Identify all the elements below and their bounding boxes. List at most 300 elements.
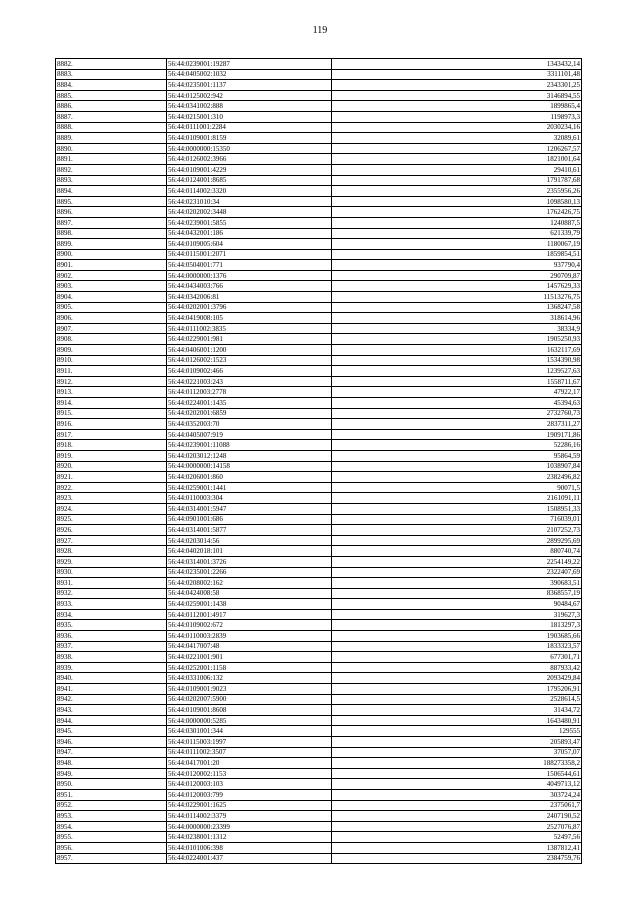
table-row <box>56 842 582 853</box>
table-row <box>56 556 582 567</box>
row-number-cell: 8953. <box>56 811 167 822</box>
table-row <box>56 821 582 832</box>
cadastral-value-cell: 31434,72 <box>332 705 582 716</box>
table-row <box>56 366 582 377</box>
cadastral-number-cell: 56:44:0239001:11088 <box>167 440 332 451</box>
row-number-cell: 8939. <box>56 662 167 673</box>
row-number-cell: 8883. <box>56 69 167 80</box>
cadastral-number-cell: 56:44:0000000:15350 <box>167 143 332 154</box>
cadastral-value-cell: 47922,17 <box>332 387 582 398</box>
row-number-cell: 8909. <box>56 345 167 356</box>
cadastral-value-cell: 937790,4 <box>332 260 582 271</box>
table-row <box>56 175 582 186</box>
cadastral-number-cell: 56:44:0238001:1312 <box>167 832 332 843</box>
table-row <box>56 832 582 843</box>
row-number-cell: 8952. <box>56 800 167 811</box>
cadastral-value-table <box>55 58 582 864</box>
cadastral-number-cell: 56:44:0111002:3835 <box>167 323 332 334</box>
row-number-cell: 8949. <box>56 768 167 779</box>
cadastral-value-cell: 2322407,69 <box>332 567 582 578</box>
row-number-cell: 8912. <box>56 376 167 387</box>
table-row <box>56 249 582 260</box>
cadastral-value-cell: 2343301,25 <box>332 80 582 91</box>
cadastral-number-cell: 56:44:0120003:103 <box>167 779 332 790</box>
row-number-cell: 8948. <box>56 758 167 769</box>
table-row <box>56 355 582 366</box>
table-row <box>56 450 582 461</box>
cadastral-number-cell: 56:44:0000000:5285 <box>167 715 332 726</box>
row-number-cell: 8924. <box>56 503 167 514</box>
row-number-cell: 8906. <box>56 313 167 324</box>
cadastral-number-cell: 56:44:0124001:8685 <box>167 175 332 186</box>
table-row <box>56 440 582 451</box>
cadastral-value-cell: 2384759,76 <box>332 853 582 864</box>
table-row <box>56 599 582 610</box>
table-row <box>56 429 582 440</box>
cadastral-value-cell: 390683,51 <box>332 578 582 589</box>
cadastral-value-cell: 2030234,16 <box>332 122 582 133</box>
table-row <box>56 641 582 652</box>
cadastral-value-cell: 90071,5 <box>332 482 582 493</box>
cadastral-value-cell: 621339,79 <box>332 228 582 239</box>
cadastral-number-cell: 56:44:0109005:604 <box>167 239 332 250</box>
row-number-cell: 8934. <box>56 609 167 620</box>
cadastral-number-cell: 56:44:0432001:186 <box>167 228 332 239</box>
cadastral-value-cell: 2254149,22 <box>332 556 582 567</box>
cadastral-number-cell: 56:44:0434003:766 <box>167 281 332 292</box>
cadastral-value-cell: 716039,01 <box>332 514 582 525</box>
row-number-cell: 8938. <box>56 652 167 663</box>
cadastral-number-cell: 56:44:0202002:3448 <box>167 207 332 218</box>
cadastral-value-cell: 3146894,55 <box>332 90 582 101</box>
row-number-cell: 8897. <box>56 217 167 228</box>
row-number-cell: 8896. <box>56 207 167 218</box>
table-row <box>56 154 582 165</box>
cadastral-number-cell: 56:44:0252001:1158 <box>167 662 332 673</box>
cadastral-number-cell: 56:44:0202001:6859 <box>167 408 332 419</box>
table-row <box>56 503 582 514</box>
cadastral-number-cell: 56:44:0109002:672 <box>167 620 332 631</box>
cadastral-number-cell: 56:44:0202001:3796 <box>167 302 332 313</box>
cadastral-number-cell: 56:44:0331006:132 <box>167 673 332 684</box>
table-row <box>56 620 582 631</box>
row-number-cell: 8915. <box>56 408 167 419</box>
cadastral-number-cell: 56:44:0000000:23399 <box>167 821 332 832</box>
cadastral-value-cell: 52286,16 <box>332 440 582 451</box>
table-row <box>56 122 582 133</box>
cadastral-value-cell: 2382496,82 <box>332 472 582 483</box>
cadastral-value-cell: 38334,9 <box>332 323 582 334</box>
cadastral-number-cell: 56:44:0424008:58 <box>167 588 332 599</box>
cadastral-value-cell: 2899295,69 <box>332 535 582 546</box>
cadastral-value-cell: 2093429,84 <box>332 673 582 684</box>
cadastral-value-cell: 2407190,52 <box>332 811 582 822</box>
row-number-cell: 8889. <box>56 133 167 144</box>
table-row <box>56 143 582 154</box>
row-number-cell: 8945. <box>56 726 167 737</box>
table-row <box>56 345 582 356</box>
table-row <box>56 514 582 525</box>
row-number-cell: 8902. <box>56 270 167 281</box>
table-row <box>56 101 582 112</box>
row-number-cell: 8899. <box>56 239 167 250</box>
table-row <box>56 133 582 144</box>
cadastral-number-cell: 56:44:0101006:398 <box>167 842 332 853</box>
row-number-cell: 8935. <box>56 620 167 631</box>
cadastral-number-cell: 56:44:0203014:56 <box>167 535 332 546</box>
cadastral-value-cell: 1198973,3 <box>332 111 582 122</box>
row-number-cell: 8917. <box>56 429 167 440</box>
cadastral-number-cell: 56:44:0314001:5947 <box>167 503 332 514</box>
cadastral-number-cell: 56:44:0109001:9023 <box>167 684 332 695</box>
row-number-cell: 8947. <box>56 747 167 758</box>
row-number-cell: 8904. <box>56 292 167 303</box>
row-number-cell: 8925. <box>56 514 167 525</box>
row-number-cell: 8886. <box>56 101 167 112</box>
row-number-cell: 8927. <box>56 535 167 546</box>
cadastral-number-cell: 56:44:0109001:8608 <box>167 705 332 716</box>
row-number-cell: 8926. <box>56 525 167 536</box>
row-number-cell: 8941. <box>56 684 167 695</box>
row-number-cell: 8898. <box>56 228 167 239</box>
cadastral-value-cell: 2161091,11 <box>332 493 582 504</box>
cadastral-number-cell: 56:44:0215001:310 <box>167 111 332 122</box>
cadastral-number-cell: 56:44:0406001:1200 <box>167 345 332 356</box>
table-row <box>56 387 582 398</box>
cadastral-number-cell: 56:44:0126002:3966 <box>167 154 332 165</box>
table-row <box>56 726 582 737</box>
cadastral-value-cell: 2528614,5 <box>332 694 582 705</box>
cadastral-number-cell: 56:44:0000000:1376 <box>167 270 332 281</box>
row-number-cell: 8940. <box>56 673 167 684</box>
cadastral-value-cell: 1038907,84 <box>332 461 582 472</box>
table-row <box>56 705 582 716</box>
cadastral-value-cell: 205893,47 <box>332 737 582 748</box>
table-row <box>56 334 582 345</box>
cadastral-number-cell: 56:44:0504001:771 <box>167 260 332 271</box>
table-row <box>56 737 582 748</box>
row-number-cell: 8920. <box>56 461 167 472</box>
row-number-cell: 8954. <box>56 821 167 832</box>
cadastral-value-cell: 1632117,69 <box>332 345 582 356</box>
table-row <box>56 292 582 303</box>
table-row <box>56 609 582 620</box>
row-number-cell: 8882. <box>56 59 167 70</box>
row-number-cell: 8923. <box>56 493 167 504</box>
cadastral-number-cell: 56:44:0259001:1438 <box>167 599 332 610</box>
cadastral-value-cell: 37057,07 <box>332 747 582 758</box>
row-number-cell: 8913. <box>56 387 167 398</box>
row-number-cell: 8942. <box>56 694 167 705</box>
cadastral-value-cell: 677301,71 <box>332 652 582 663</box>
table-body <box>56 59 582 864</box>
row-number-cell: 8891. <box>56 154 167 165</box>
cadastral-value-cell: 1240887,5 <box>332 217 582 228</box>
cadastral-value-cell: 319627,3 <box>332 609 582 620</box>
cadastral-value-cell: 52497,56 <box>332 832 582 843</box>
cadastral-number-cell: 56:44:0224001:437 <box>167 853 332 864</box>
cadastral-value-cell: 4049713,12 <box>332 779 582 790</box>
cadastral-value-cell: 1643480,91 <box>332 715 582 726</box>
cadastral-number-cell: 56:44:0417007:48 <box>167 641 332 652</box>
cadastral-value-cell: 1903685,66 <box>332 631 582 642</box>
row-number-cell: 8929. <box>56 556 167 567</box>
page-number: 119 <box>312 25 328 36</box>
cadastral-number-cell: 56:44:0235001:1137 <box>167 80 332 91</box>
cadastral-value-cell: 45394,63 <box>332 398 582 409</box>
table-row <box>56 217 582 228</box>
cadastral-value-cell: 1791787,68 <box>332 175 582 186</box>
cadastral-value-cell: 1558711,67 <box>332 376 582 387</box>
row-number-cell: 8895. <box>56 196 167 207</box>
row-number-cell: 8916. <box>56 419 167 430</box>
cadastral-value-cell: 1457629,33 <box>332 281 582 292</box>
table-row <box>56 164 582 175</box>
table-row <box>56 323 582 334</box>
row-number-cell: 8910. <box>56 355 167 366</box>
row-number-cell: 8911. <box>56 366 167 377</box>
cadastral-number-cell: 56:44:0126002:1523 <box>167 355 332 366</box>
cadastral-value-cell: 318614,96 <box>332 313 582 324</box>
row-number-cell: 8885. <box>56 90 167 101</box>
table-row <box>56 715 582 726</box>
cadastral-number-cell: 56:44:0231010:34 <box>167 196 332 207</box>
row-number-cell: 8884. <box>56 80 167 91</box>
table-row <box>56 747 582 758</box>
row-number-cell: 8914. <box>56 398 167 409</box>
cadastral-value-cell: 1180067,19 <box>332 239 582 250</box>
cadastral-value-cell: 3311101,48 <box>332 69 582 80</box>
row-number-cell: 8932. <box>56 588 167 599</box>
table-row <box>56 758 582 769</box>
row-number-cell: 8892. <box>56 164 167 175</box>
cadastral-value-cell: 1508951,33 <box>332 503 582 514</box>
cadastral-value-cell: 880740,74 <box>332 546 582 557</box>
table-row <box>56 270 582 281</box>
cadastral-number-cell: 56:44:0229001:1625 <box>167 800 332 811</box>
cadastral-value-cell: 90484,67 <box>332 599 582 610</box>
cadastral-value-cell: 1905250,93 <box>332 334 582 345</box>
cadastral-number-cell: 56:44:0111001:2284 <box>167 122 332 133</box>
row-number-cell: 8944. <box>56 715 167 726</box>
cadastral-value-cell: 1821001,64 <box>332 154 582 165</box>
table-row <box>56 525 582 536</box>
cadastral-value-cell: 1206267,57 <box>332 143 582 154</box>
table-row <box>56 398 582 409</box>
cadastral-value-cell: 95864,59 <box>332 450 582 461</box>
row-number-cell: 8928. <box>56 546 167 557</box>
row-number-cell: 8887. <box>56 111 167 122</box>
table-row <box>56 376 582 387</box>
cadastral-number-cell: 56:44:0221003:243 <box>167 376 332 387</box>
cadastral-number-cell: 56:44:0235001:2266 <box>167 567 332 578</box>
table-row <box>56 673 582 684</box>
cadastral-value-cell: 129555 <box>332 726 582 737</box>
cadastral-number-cell: 56:44:0112003:2778 <box>167 387 332 398</box>
row-number-cell: 8957. <box>56 853 167 864</box>
row-number-cell: 8894. <box>56 186 167 197</box>
cadastral-value-cell: 1098580,13 <box>332 196 582 207</box>
table-row <box>56 789 582 800</box>
row-number-cell: 8943. <box>56 705 167 716</box>
row-number-cell: 8903. <box>56 281 167 292</box>
cadastral-number-cell: 56:44:0110003:2839 <box>167 631 332 642</box>
table-row <box>56 694 582 705</box>
table-row <box>56 302 582 313</box>
cadastral-number-cell: 56:44:0405007:919 <box>167 429 332 440</box>
cadastral-number-cell: 56:44:0120003:799 <box>167 789 332 800</box>
cadastral-value-cell: 290709,87 <box>332 270 582 281</box>
table-row <box>56 578 582 589</box>
table-row <box>56 493 582 504</box>
cadastral-number-cell: 56:44:0239001:5855 <box>167 217 332 228</box>
cadastral-number-cell: 56:44:0314001:5877 <box>167 525 332 536</box>
cadastral-number-cell: 56:44:0109002:466 <box>167 366 332 377</box>
cadastral-number-cell: 56:44:0405002:1032 <box>167 69 332 80</box>
cadastral-number-cell: 56:44:0115003:1997 <box>167 737 332 748</box>
table-row <box>56 111 582 122</box>
cadastral-number-cell: 56:44:0111002:3507 <box>167 747 332 758</box>
cadastral-value-cell: 1534390,98 <box>332 355 582 366</box>
table-row <box>56 768 582 779</box>
row-number-cell: 8956. <box>56 842 167 853</box>
row-number-cell: 8900. <box>56 249 167 260</box>
cadastral-number-cell: 56:44:0342006:81 <box>167 292 332 303</box>
cadastral-number-cell: 56:44:0402018:101 <box>167 546 332 557</box>
cadastral-number-cell: 56:44:0417001:20 <box>167 758 332 769</box>
cadastral-number-cell: 56:44:0120002:1153 <box>167 768 332 779</box>
cadastral-value-cell: 2107252,73 <box>332 525 582 536</box>
cadastral-value-cell: 1859854,51 <box>332 249 582 260</box>
row-number-cell: 8950. <box>56 779 167 790</box>
table-row <box>56 239 582 250</box>
table-row <box>56 90 582 101</box>
table-row <box>56 281 582 292</box>
cadastral-number-cell: 56:44:0301001:344 <box>167 726 332 737</box>
row-number-cell: 8901. <box>56 260 167 271</box>
table-row <box>56 461 582 472</box>
table-row <box>56 684 582 695</box>
row-number-cell: 8888. <box>56 122 167 133</box>
row-number-cell: 8931. <box>56 578 167 589</box>
cadastral-value-cell: 188273358,2 <box>332 758 582 769</box>
row-number-cell: 8922. <box>56 482 167 493</box>
cadastral-value-cell: 2355956,26 <box>332 186 582 197</box>
cadastral-number-cell: 56:44:0109001:4229 <box>167 164 332 175</box>
table-row <box>56 779 582 790</box>
cadastral-value-cell: 1833323,57 <box>332 641 582 652</box>
row-number-cell: 8921. <box>56 472 167 483</box>
cadastral-value-cell: 1909171,86 <box>332 429 582 440</box>
table-row <box>56 800 582 811</box>
cadastral-number-cell: 56:44:0115001:2071 <box>167 249 332 260</box>
cadastral-number-cell: 56:44:0259001:1441 <box>167 482 332 493</box>
table-row <box>56 567 582 578</box>
table-row <box>56 588 582 599</box>
cadastral-number-cell: 56:44:0114002:3379 <box>167 811 332 822</box>
cadastral-value-cell: 32089,61 <box>332 133 582 144</box>
table-row <box>56 228 582 239</box>
table-row <box>56 546 582 557</box>
table-row <box>56 260 582 271</box>
row-number-cell: 8893. <box>56 175 167 186</box>
table-row <box>56 59 582 70</box>
cadastral-number-cell: 56:44:0239001:19287 <box>167 59 332 70</box>
row-number-cell: 8937. <box>56 641 167 652</box>
cadastral-value-cell: 2375061,7 <box>332 800 582 811</box>
cadastral-number-cell: 56:44:0112001:4917 <box>167 609 332 620</box>
row-number-cell: 8919. <box>56 450 167 461</box>
row-number-cell: 8946. <box>56 737 167 748</box>
cadastral-number-cell: 56:44:0125002:942 <box>167 90 332 101</box>
table-row <box>56 472 582 483</box>
cadastral-number-cell: 56:44:0000000:14158 <box>167 461 332 472</box>
cadastral-number-cell: 56:44:0110003:304 <box>167 493 332 504</box>
table-row <box>56 408 582 419</box>
table-row <box>56 652 582 663</box>
row-number-cell: 8951. <box>56 789 167 800</box>
cadastral-number-cell: 56:44:0419008:105 <box>167 313 332 324</box>
cadastral-value-cell: 1813297,3 <box>332 620 582 631</box>
row-number-cell: 8905. <box>56 302 167 313</box>
table-row <box>56 207 582 218</box>
cadastral-number-cell: 56:44:0221001:901 <box>167 652 332 663</box>
table-row <box>56 853 582 864</box>
cadastral-number-cell: 56:44:0202007:5900 <box>167 694 332 705</box>
cadastral-number-cell: 56:44:0352003:70 <box>167 419 332 430</box>
cadastral-value-cell: 1506544,61 <box>332 768 582 779</box>
table-row <box>56 535 582 546</box>
table-row <box>56 69 582 80</box>
table-row <box>56 186 582 197</box>
cadastral-number-cell: 56:44:0224001:1435 <box>167 398 332 409</box>
cadastral-number-cell: 56:44:0314001:3726 <box>167 556 332 567</box>
cadastral-number-cell: 56:44:0901001:686 <box>167 514 332 525</box>
row-number-cell: 8933. <box>56 599 167 610</box>
cadastral-number-cell: 56:44:0114002:3320 <box>167 186 332 197</box>
table-row <box>56 811 582 822</box>
cadastral-number-cell: 56:44:0229001:981 <box>167 334 332 345</box>
cadastral-number-cell: 56:44:0208002:162 <box>167 578 332 589</box>
table-row <box>56 313 582 324</box>
table-row <box>56 631 582 642</box>
cadastral-value-cell: 2732760,73 <box>332 408 582 419</box>
row-number-cell: 8930. <box>56 567 167 578</box>
row-number-cell: 8890. <box>56 143 167 154</box>
cadastral-number-cell: 56:44:0341002:888 <box>167 101 332 112</box>
cadastral-value-cell: 11513276,75 <box>332 292 582 303</box>
cadastral-number-cell: 56:44:0109001:8159 <box>167 133 332 144</box>
cadastral-number-cell: 56:44:0203012:1248 <box>167 450 332 461</box>
cadastral-value-cell: 8368557,19 <box>332 588 582 599</box>
table-row <box>56 419 582 430</box>
table-row <box>56 662 582 673</box>
row-number-cell: 8908. <box>56 334 167 345</box>
cadastral-value-cell: 2527076,87 <box>332 821 582 832</box>
cadastral-value-cell: 2837311,27 <box>332 419 582 430</box>
cadastral-value-cell: 29410,61 <box>332 164 582 175</box>
table-row <box>56 196 582 207</box>
cadastral-number-cell: 56:44:0206001:860 <box>167 472 332 483</box>
cadastral-value-cell: 1368247,58 <box>332 302 582 313</box>
row-number-cell: 8907. <box>56 323 167 334</box>
cadastral-value-cell: 1387812,41 <box>332 842 582 853</box>
cadastral-value-cell: 1343432,14 <box>332 59 582 70</box>
row-number-cell: 8955. <box>56 832 167 843</box>
cadastral-value-cell: 1239527,63 <box>332 366 582 377</box>
table-row <box>56 482 582 493</box>
cadastral-value-cell: 1795206,91 <box>332 684 582 695</box>
